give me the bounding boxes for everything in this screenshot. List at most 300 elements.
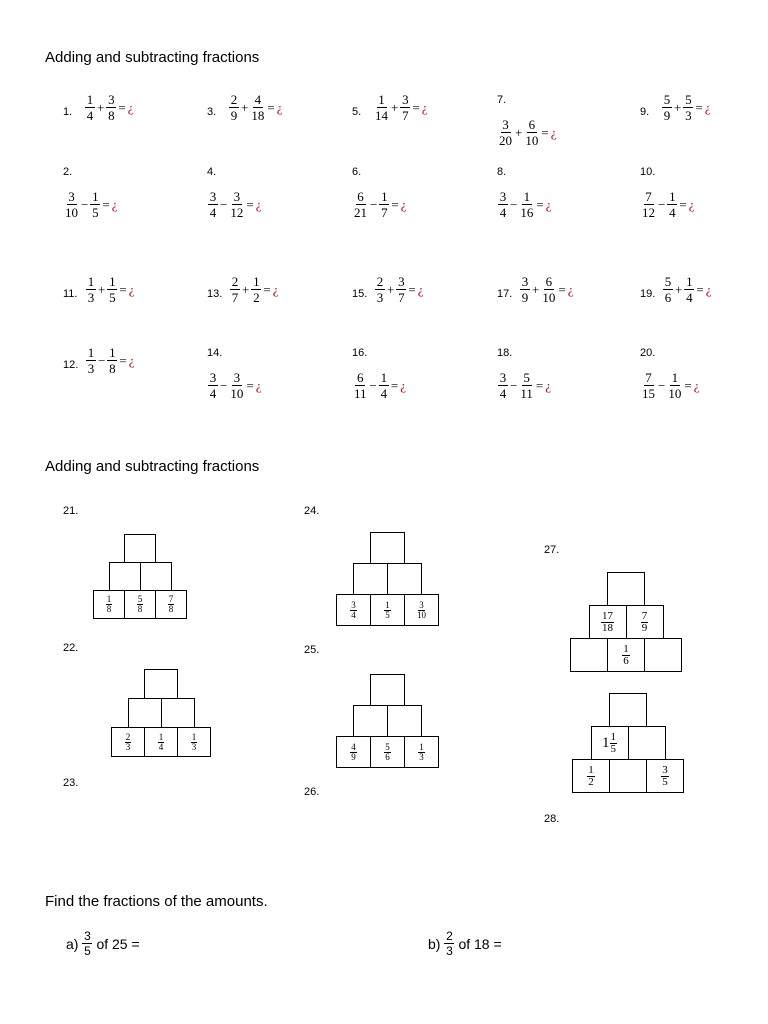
fraction bbox=[374, 93, 389, 122]
section-heading-1: Adding and subtracting fractions bbox=[45, 49, 260, 66]
answer-placeholder: ¿ bbox=[276, 99, 283, 115]
numerator: 3 bbox=[209, 370, 217, 385]
pyramid-middle-cell[interactable] bbox=[128, 698, 162, 728]
amount-text: of 25 = bbox=[96, 935, 140, 952]
problem-expression bbox=[229, 275, 278, 304]
equals-sign: = bbox=[118, 99, 126, 115]
fraction bbox=[384, 601, 391, 620]
fraction bbox=[125, 733, 132, 752]
denominator: 21 bbox=[354, 205, 367, 220]
denominator: 9 bbox=[641, 621, 648, 634]
fraction bbox=[350, 743, 357, 762]
numerator: 1 bbox=[380, 370, 388, 385]
fraction bbox=[519, 371, 534, 400]
fraction bbox=[86, 346, 96, 375]
operator: − bbox=[220, 196, 228, 212]
section-heading-3: Find the fractions of the amounts. bbox=[45, 893, 268, 910]
fraction bbox=[90, 190, 100, 219]
denominator: 5 bbox=[610, 742, 616, 755]
problem-number: 2. bbox=[63, 166, 73, 178]
pyramid-number: 26. bbox=[304, 786, 320, 798]
denominator: 9 bbox=[521, 290, 529, 305]
numerator: 2 bbox=[125, 731, 131, 742]
numerator: 6 bbox=[357, 189, 364, 204]
denominator: 12 bbox=[642, 205, 655, 220]
denominator: 10 bbox=[230, 386, 244, 401]
problem-expression bbox=[352, 371, 406, 400]
numerator: 4 bbox=[351, 741, 356, 752]
fraction bbox=[587, 765, 595, 788]
fraction bbox=[107, 275, 117, 304]
operator: − bbox=[369, 377, 377, 393]
pyramid-number: 21. bbox=[63, 505, 79, 517]
answer-placeholder: ¿ bbox=[421, 99, 428, 115]
problem-expression bbox=[207, 190, 261, 219]
pyramid-middle-cell[interactable] bbox=[353, 705, 388, 737]
problem-expression bbox=[228, 93, 282, 122]
pyramid-bottom-cell[interactable] bbox=[570, 638, 608, 672]
denominator: 11 bbox=[520, 386, 533, 401]
numerator: 1 bbox=[623, 642, 629, 655]
equals-sign: = bbox=[119, 352, 127, 368]
denominator: 15 bbox=[642, 386, 655, 401]
pyramid-top-cell[interactable] bbox=[124, 534, 156, 563]
pyramid-bottom-cell[interactable] bbox=[607, 638, 645, 672]
problem-expression bbox=[497, 190, 551, 219]
problem-number: 6. bbox=[352, 166, 362, 178]
denominator: 2 bbox=[588, 775, 594, 788]
problem-number: 8. bbox=[497, 166, 507, 178]
problem-number: 5. bbox=[352, 106, 362, 118]
numerator: 17 bbox=[602, 609, 613, 622]
problem-expression bbox=[497, 371, 551, 400]
denominator: 18 bbox=[602, 621, 613, 634]
denominator: 4 bbox=[686, 290, 693, 305]
pyramid-top-cell[interactable] bbox=[607, 572, 645, 606]
fraction bbox=[541, 275, 556, 304]
fraction bbox=[641, 611, 649, 634]
answer-placeholder: ¿ bbox=[545, 196, 552, 212]
numerator: 1 bbox=[385, 599, 390, 610]
numerator: 1 bbox=[92, 189, 99, 204]
numerator: 1 bbox=[610, 730, 616, 743]
problem-number: 20. bbox=[640, 347, 656, 359]
fraction bbox=[168, 595, 175, 614]
equals-sign: = bbox=[536, 196, 544, 212]
pyramid-bottom-cell[interactable] bbox=[370, 736, 405, 768]
fraction bbox=[601, 611, 614, 634]
pyramid-number: 22. bbox=[63, 642, 79, 654]
denominator: 20 bbox=[499, 133, 512, 148]
fraction bbox=[229, 190, 244, 219]
fraction bbox=[64, 190, 79, 219]
problem-number: 15. bbox=[352, 288, 368, 300]
fraction bbox=[229, 93, 239, 122]
numerator: 2 bbox=[231, 274, 239, 289]
problem-expression bbox=[661, 93, 710, 122]
amount-fraction bbox=[82, 930, 92, 957]
denominator: 7 bbox=[402, 108, 409, 123]
pyramid-bottom-cell[interactable] bbox=[336, 736, 371, 768]
numerator: 1 bbox=[158, 731, 164, 742]
problem-expression bbox=[519, 275, 573, 304]
denominator: 3 bbox=[191, 741, 197, 752]
operator: + bbox=[387, 281, 395, 297]
operator: − bbox=[98, 352, 106, 368]
fraction bbox=[663, 275, 673, 304]
operator: + bbox=[391, 99, 399, 115]
denominator: 10 bbox=[542, 290, 556, 305]
problem-number: 10. bbox=[640, 166, 656, 178]
equals-sign: = bbox=[684, 377, 692, 393]
equals-sign: = bbox=[267, 99, 275, 115]
fraction bbox=[250, 93, 265, 122]
equals-sign: = bbox=[102, 196, 110, 212]
numerator: 1 bbox=[378, 92, 385, 107]
problem-number: 4. bbox=[207, 166, 217, 178]
operator: − bbox=[658, 196, 666, 212]
pyramid-number: 23. bbox=[63, 777, 79, 789]
equals-sign: = bbox=[119, 281, 127, 297]
denominator: 10 bbox=[65, 205, 78, 220]
numerator: 2 bbox=[446, 929, 453, 943]
pyramid-top-cell[interactable] bbox=[370, 532, 405, 564]
problem-number: 1. bbox=[63, 106, 73, 118]
numerator: 3 bbox=[419, 599, 424, 610]
numerator: 3 bbox=[402, 92, 409, 107]
operator: + bbox=[98, 281, 106, 297]
operator: − bbox=[658, 377, 666, 393]
equals-sign: = bbox=[541, 124, 549, 140]
denominator: 3 bbox=[376, 290, 384, 305]
answer-placeholder: ¿ bbox=[272, 281, 279, 297]
problem-expression bbox=[640, 190, 694, 219]
pyramid-middle-cell[interactable] bbox=[353, 563, 388, 595]
equals-sign: = bbox=[246, 196, 254, 212]
denominator: 4 bbox=[499, 386, 507, 401]
answer-placeholder: ¿ bbox=[255, 196, 262, 212]
answer-placeholder: ¿ bbox=[128, 352, 135, 368]
fraction bbox=[667, 371, 682, 400]
fraction bbox=[106, 595, 113, 614]
answer-placeholder: ¿ bbox=[400, 377, 406, 393]
denominator: 8 bbox=[108, 108, 115, 123]
fraction bbox=[353, 190, 368, 219]
fraction bbox=[106, 93, 116, 122]
operator: − bbox=[510, 196, 518, 212]
numerator: 3 bbox=[662, 763, 668, 776]
denominator: 4 bbox=[669, 205, 676, 220]
fraction bbox=[520, 275, 530, 304]
fraction bbox=[661, 765, 669, 788]
problem-expression bbox=[373, 93, 427, 122]
fraction bbox=[498, 118, 513, 147]
numerator: 1 bbox=[106, 594, 112, 604]
operator: − bbox=[370, 196, 378, 212]
numerator: 1 bbox=[191, 731, 197, 742]
amount-label: b) bbox=[428, 935, 441, 952]
numerator: 1 bbox=[109, 345, 116, 360]
pyramid-bottom-cell[interactable] bbox=[572, 759, 610, 793]
denominator: 18 bbox=[251, 108, 265, 123]
numerator: 5 bbox=[523, 370, 530, 385]
fraction bbox=[229, 371, 244, 400]
pyramid-top-cell[interactable] bbox=[370, 674, 405, 706]
answer-placeholder: ¿ bbox=[127, 99, 134, 115]
problem-number: 18. bbox=[497, 347, 513, 359]
pyramid-middle-cell[interactable] bbox=[589, 605, 627, 639]
denominator: 4 bbox=[380, 386, 388, 401]
equals-sign: = bbox=[408, 281, 416, 297]
equals-sign: = bbox=[412, 99, 420, 115]
denominator: 12 bbox=[230, 205, 244, 220]
denominator: 5 bbox=[662, 775, 668, 788]
equals-sign: = bbox=[558, 281, 566, 297]
numerator: 1 bbox=[669, 189, 676, 204]
denominator: 3 bbox=[125, 741, 131, 752]
denominator: 10 bbox=[525, 133, 539, 148]
denominator: 3 bbox=[685, 108, 692, 123]
denominator: 3 bbox=[419, 751, 424, 762]
denominator: 5 bbox=[84, 944, 91, 958]
fraction bbox=[191, 733, 198, 752]
fraction bbox=[498, 371, 508, 400]
answer-placeholder: ¿ bbox=[417, 281, 424, 297]
problem-number: 3. bbox=[207, 106, 217, 118]
answer-placeholder: ¿ bbox=[567, 281, 574, 297]
problem-number: 9. bbox=[640, 106, 650, 118]
numerator: 1 bbox=[419, 741, 424, 752]
problem-expression bbox=[85, 275, 134, 304]
denominator: 5 bbox=[92, 205, 99, 220]
equals-sign: = bbox=[696, 281, 704, 297]
fraction bbox=[158, 733, 165, 752]
fraction bbox=[662, 93, 672, 122]
problem-expression bbox=[640, 371, 699, 400]
fraction bbox=[137, 595, 144, 614]
pyramid-bottom-cell[interactable] bbox=[644, 638, 682, 672]
pyramid-number: 28. bbox=[544, 813, 560, 825]
fraction bbox=[251, 275, 261, 304]
answer-placeholder: ¿ bbox=[128, 281, 135, 297]
fraction bbox=[350, 601, 357, 620]
denominator: 8 bbox=[137, 604, 143, 614]
section-heading-2: Adding and subtracting fractions bbox=[45, 458, 260, 475]
numerator: 3 bbox=[351, 599, 356, 610]
pyramid-bottom-cell[interactable] bbox=[111, 727, 145, 757]
numerator: 2 bbox=[376, 274, 384, 289]
denominator: 3 bbox=[87, 290, 95, 305]
fraction bbox=[524, 118, 539, 147]
mixed-number bbox=[602, 732, 617, 755]
operator: + bbox=[515, 124, 523, 140]
pyramid-top-cell[interactable] bbox=[144, 669, 178, 699]
numerator: 7 bbox=[645, 370, 652, 385]
numerator: 1 bbox=[87, 274, 95, 289]
equals-sign: = bbox=[390, 377, 399, 393]
answer-placeholder: ¿ bbox=[400, 196, 407, 212]
denominator: 6 bbox=[623, 654, 629, 667]
numerator: 3 bbox=[233, 189, 241, 204]
denominator: 3 bbox=[446, 944, 453, 958]
pyramid-middle-cell[interactable] bbox=[387, 705, 422, 737]
pyramid-bottom-cell[interactable] bbox=[336, 594, 371, 626]
denominator: 16 bbox=[520, 205, 534, 220]
amount-a bbox=[66, 930, 140, 957]
fraction bbox=[396, 275, 406, 304]
pyramid-bottom-cell[interactable] bbox=[144, 727, 178, 757]
denominator: 6 bbox=[664, 290, 672, 305]
pyramid-middle-cell[interactable] bbox=[628, 726, 666, 760]
operator: + bbox=[97, 99, 105, 115]
fraction bbox=[353, 371, 368, 400]
fraction bbox=[375, 275, 385, 304]
numerator: 1 bbox=[686, 274, 693, 289]
numerator: 7 bbox=[168, 594, 174, 604]
problem-number: 12. bbox=[63, 359, 79, 371]
numerator: 3 bbox=[84, 929, 91, 943]
pyramid-middle-cell[interactable] bbox=[109, 562, 141, 591]
problem-expression bbox=[497, 118, 556, 147]
numerator: 3 bbox=[502, 117, 509, 132]
numerator: 1 bbox=[253, 274, 260, 289]
numerator: 1 bbox=[109, 274, 116, 289]
denominator: 14 bbox=[375, 108, 388, 123]
fraction bbox=[400, 93, 410, 122]
problem-expression bbox=[63, 190, 117, 219]
pyramid-number: 24. bbox=[304, 505, 320, 517]
operator: + bbox=[241, 99, 249, 115]
pyramid-middle-cell[interactable] bbox=[140, 562, 172, 591]
pyramid-bottom-cell[interactable] bbox=[404, 736, 439, 768]
problem-expression bbox=[207, 371, 261, 400]
problem-number: 14. bbox=[207, 347, 223, 359]
problem-expression bbox=[85, 346, 134, 375]
numerator: 5 bbox=[663, 92, 671, 107]
numerator: 5 bbox=[664, 274, 672, 289]
pyramid-bottom-cell[interactable] bbox=[370, 594, 405, 626]
fraction bbox=[418, 743, 425, 762]
answer-placeholder: ¿ bbox=[688, 196, 695, 212]
numerator: 6 bbox=[545, 274, 553, 289]
fraction bbox=[622, 644, 630, 667]
fraction bbox=[667, 190, 677, 219]
denominator: 10 bbox=[417, 609, 426, 620]
denominator: 11 bbox=[354, 386, 367, 401]
whole-part: 1 bbox=[602, 734, 610, 751]
answer-placeholder: ¿ bbox=[255, 377, 262, 393]
numerator: 3 bbox=[398, 274, 405, 289]
fraction bbox=[683, 93, 693, 122]
answer-placeholder: ¿ bbox=[693, 377, 700, 393]
pyramid-top-cell[interactable] bbox=[609, 693, 647, 727]
denominator: 4 bbox=[351, 609, 356, 620]
denominator: 3 bbox=[87, 361, 95, 376]
fraction bbox=[519, 190, 534, 219]
fraction bbox=[208, 190, 218, 219]
fraction bbox=[230, 275, 240, 304]
operator: − bbox=[510, 377, 518, 393]
operator: + bbox=[674, 99, 682, 115]
problem-number: 16. bbox=[352, 347, 368, 359]
operator: − bbox=[81, 196, 89, 212]
answer-placeholder: ¿ bbox=[111, 196, 118, 212]
fraction bbox=[208, 371, 218, 400]
pyramid-middle-cell[interactable] bbox=[626, 605, 664, 639]
denominator: 2 bbox=[253, 290, 260, 305]
denominator: 7 bbox=[381, 205, 388, 220]
problem-expression bbox=[662, 275, 711, 304]
numerator: 3 bbox=[209, 189, 217, 204]
operator: − bbox=[220, 377, 228, 393]
answer-placeholder: ¿ bbox=[705, 281, 712, 297]
denominator: 4 bbox=[499, 205, 507, 220]
numerator: 6 bbox=[357, 370, 364, 385]
numerator: 5 bbox=[137, 594, 143, 604]
fraction bbox=[417, 601, 426, 620]
fraction bbox=[641, 371, 656, 400]
pyramid-bottom-cell[interactable] bbox=[93, 590, 125, 619]
numerator: 6 bbox=[528, 117, 536, 132]
problem-expression bbox=[84, 93, 133, 122]
operator: + bbox=[242, 281, 250, 297]
denominator: 8 bbox=[168, 604, 174, 614]
numerator: 4 bbox=[254, 92, 262, 107]
denominator: 4 bbox=[158, 741, 164, 752]
numerator: 1 bbox=[381, 189, 388, 204]
fraction bbox=[86, 275, 96, 304]
numerator: 5 bbox=[685, 92, 692, 107]
fraction bbox=[641, 190, 656, 219]
pyramid-bottom-cell[interactable] bbox=[177, 727, 211, 757]
problem-number: 11. bbox=[63, 288, 78, 300]
denominator: 4 bbox=[209, 205, 217, 220]
numerator: 3 bbox=[499, 370, 507, 385]
pyramid-bottom-cell[interactable] bbox=[124, 590, 156, 619]
numerator: 1 bbox=[671, 370, 679, 385]
amount-label: a) bbox=[66, 935, 79, 952]
pyramid-bottom-cell[interactable] bbox=[404, 594, 439, 626]
numerator: 3 bbox=[521, 274, 529, 289]
pyramid-middle-cell[interactable] bbox=[387, 563, 422, 595]
numerator: 2 bbox=[230, 92, 238, 107]
fraction bbox=[379, 190, 389, 219]
pyramid-middle-cell[interactable] bbox=[161, 698, 195, 728]
denominator: 7 bbox=[231, 290, 239, 305]
denominator: 6 bbox=[385, 751, 390, 762]
denominator: 9 bbox=[230, 108, 238, 123]
denominator: 4 bbox=[209, 386, 217, 401]
numerator: 7 bbox=[641, 609, 648, 622]
pyramid-bottom-cell[interactable] bbox=[609, 759, 647, 793]
pyramid-bottom-cell[interactable] bbox=[155, 590, 187, 619]
fraction bbox=[85, 93, 95, 122]
pyramid-middle-cell[interactable] bbox=[591, 726, 629, 760]
pyramid-bottom-cell[interactable] bbox=[646, 759, 684, 793]
denominator: 9 bbox=[663, 108, 671, 123]
denominator: 8 bbox=[106, 604, 112, 614]
problem-number: 7. bbox=[497, 94, 507, 106]
problem-number: 17. bbox=[497, 288, 513, 300]
answer-placeholder: ¿ bbox=[545, 377, 551, 393]
numerator: 3 bbox=[108, 92, 115, 107]
denominator: 5 bbox=[385, 609, 390, 620]
amount-b bbox=[428, 930, 502, 957]
answer-placeholder: ¿ bbox=[550, 124, 557, 140]
equals-sign: = bbox=[695, 99, 703, 115]
fraction bbox=[610, 732, 618, 755]
numerator: 1 bbox=[87, 345, 95, 360]
